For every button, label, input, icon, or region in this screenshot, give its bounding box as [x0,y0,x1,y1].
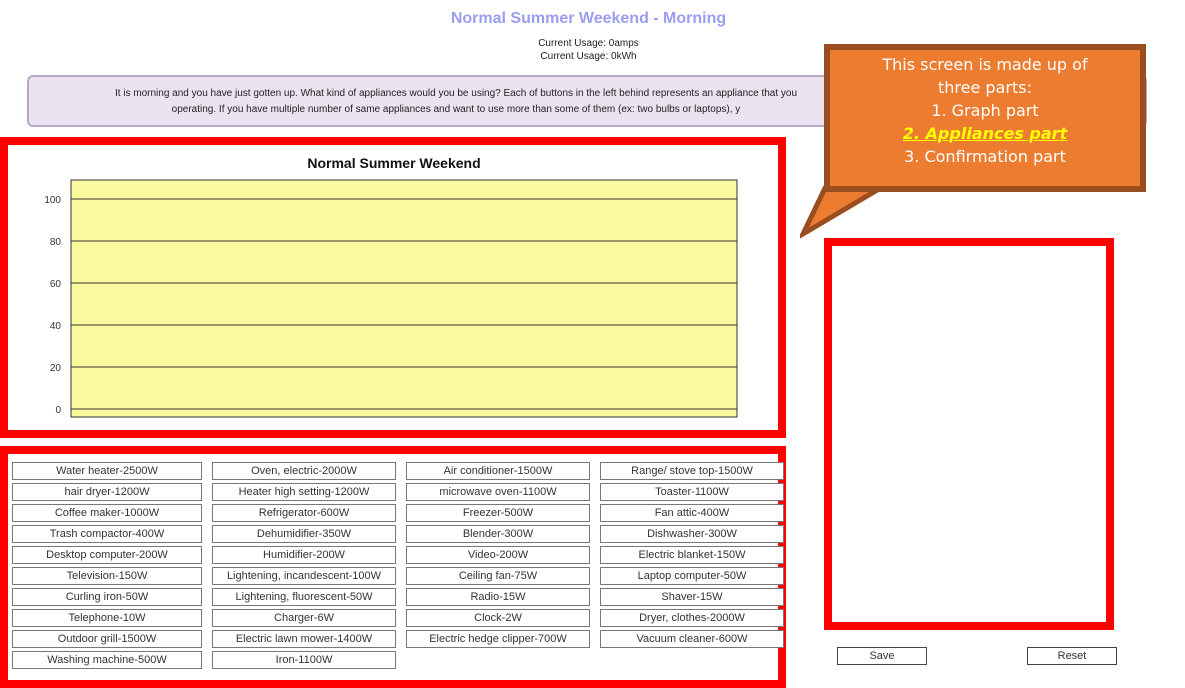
appliance-button[interactable]: hair dryer-1200W [12,483,202,501]
appliance-button[interactable]: Lightening, fluorescent-50W [212,588,396,606]
appliance-button[interactable]: Laptop computer-50W [600,567,784,585]
appliance-button[interactable]: microwave oven-1100W [406,483,590,501]
appliance-button[interactable]: Water heater-2500W [12,462,202,480]
appliance-button[interactable]: Coffee maker-1000W [12,504,202,522]
appliance-button[interactable]: Radio-15W [406,588,590,606]
current-usage-kwh: Current Usage: 0kWh [540,51,637,62]
instructions-line-2: operating. If you have multiple number of same appliances and want to use more than some of them (ex: two bulbs or laptops), y [171,104,741,115]
callout-line-2: three parts: [938,78,1032,97]
appliance-grid [12,462,774,669]
appliance-button[interactable]: Washing machine-500W [12,651,202,669]
appliance-button[interactable]: Desktop computer-200W [12,546,202,564]
appliance-button[interactable]: Heater high setting-1200W [212,483,396,501]
callout-line-5: 3. Confirmation part [904,147,1066,166]
appliance-button[interactable]: Blender-300W [406,525,590,543]
annotation-callout [824,44,1146,192]
confirmation-section [824,238,1114,630]
appliance-button[interactable]: Vacuum cleaner-600W [600,630,784,648]
appliance-button[interactable]: Iron-1100W [212,651,396,669]
appliance-button[interactable]: Toaster-1100W [600,483,784,501]
appliance-button[interactable]: Electric hedge clipper-700W [406,630,590,648]
y-tick-label: 0 [55,405,61,416]
callout-pointer [800,186,910,246]
y-tick-label: 20 [49,363,61,374]
appliance-button[interactable]: Oven, electric-2000W [212,462,396,480]
appliance-button[interactable]: Electric lawn mower-1400W [212,630,396,648]
appliances-section [0,446,786,688]
appliance-button[interactable]: Range/ stove top-1500W [600,462,784,480]
appliance-button[interactable]: Refrigerator-600W [212,504,396,522]
appliance-button[interactable]: Outdoor grill-1500W [12,630,202,648]
y-tick-label: 80 [49,237,61,248]
appliance-button[interactable]: Dryer, clothes-2000W [600,609,784,627]
y-tick-label: 100 [44,195,61,206]
y-tick-label: 40 [49,321,61,332]
page-title: Normal Summer Weekend - Morning [450,10,727,27]
current-usage-amps: Current Usage: 0amps [538,38,639,49]
appliance-button[interactable]: Air conditioner-1500W [406,462,590,480]
appliance-button[interactable]: Shaver-15W [600,588,784,606]
appliance-button[interactable]: Video-200W [406,546,590,564]
chart-title: Normal Summer Weekend [307,155,481,171]
reset-button[interactable]: Reset [1027,647,1117,665]
appliance-button[interactable]: Ceiling fan-75W [406,567,590,585]
callout-line-4-highlight: 2. Appliances part [902,124,1068,143]
save-button[interactable]: Save [837,647,927,665]
usage-chart [8,145,778,430]
graph-section [0,137,786,438]
appliance-button[interactable]: Humidifier-200W [212,546,396,564]
y-tick-label: 60 [49,279,61,290]
appliance-button[interactable]: Clock-2W [406,609,590,627]
appliance-button[interactable]: Dishwasher-300W [600,525,784,543]
appliance-button[interactable]: Electric blanket-150W [600,546,784,564]
appliance-button[interactable]: Dehumidifier-350W [212,525,396,543]
appliance-button[interactable]: Telephone-10W [12,609,202,627]
appliance-button[interactable]: Trash compactor-400W [12,525,202,543]
appliance-button[interactable]: Lightening, incandescent-100W [212,567,396,585]
appliance-button[interactable]: Fan attic-400W [600,504,784,522]
appliance-button[interactable]: Television-150W [12,567,202,585]
plot-area [71,180,737,417]
appliance-button[interactable]: Curling iron-50W [12,588,202,606]
callout-line-1: This screen is made up of [882,55,1088,74]
appliance-button[interactable]: Charger-6W [212,609,396,627]
callout-line-3: 1. Graph part [931,101,1039,120]
appliance-button[interactable]: Freezer-500W [406,504,590,522]
instructions-line-1: It is morning and you have just gotten up. What kind of appliances would you be using? Each of buttons in the left behind represents an appliance that you [114,88,798,99]
